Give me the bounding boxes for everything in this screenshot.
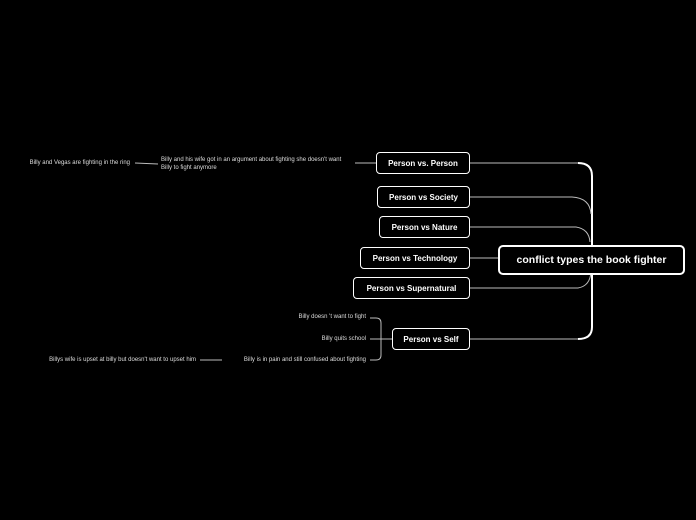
branch-label: Person vs Supernatural [366, 283, 457, 293]
connector-self-detail-1 [370, 318, 381, 323]
central-topic[interactable] [498, 245, 685, 275]
subtopic-self-pain-confused[interactable]: Billy is in pain and still confused about fighting [243, 357, 366, 363]
subtopic-pvp-vegas-fight[interactable]: Billy and Vegas are fighting in the ring [29, 160, 130, 166]
subtopic-pvp-argument[interactable]: Billy and his wife got in an argument about fighting she doesn't want Billy to fight anymore [161, 157, 342, 171]
subtopic-self-wife-upset[interactable]: Billys wife is upset at billy but doesn't want to upset him [49, 357, 196, 363]
central-topic-label: conflict types the book fighter [516, 254, 667, 266]
branch-person-vs-nature[interactable] [379, 216, 470, 238]
branch-person-vs-self[interactable] [392, 328, 470, 350]
branch-label: Person vs Nature [391, 222, 458, 232]
connector-person-vs-society [470, 197, 591, 214]
branch-person-vs-person[interactable] [376, 152, 470, 174]
branch-label: Person vs Society [389, 192, 458, 202]
subtopic-self-quits-school[interactable]: Billy quits school [321, 336, 366, 342]
connector-pvp-subdetail [135, 163, 158, 164]
connector-person-vs-nature [470, 227, 590, 242]
branch-person-vs-society[interactable] [377, 186, 470, 208]
branch-label: Person vs. Person [388, 158, 458, 168]
subtopic-self-doesnt-want-fight[interactable]: Billy doesn 't want to fight [298, 314, 366, 320]
branch-person-vs-supernatural[interactable] [353, 277, 470, 299]
branch-label: Person vs Self [403, 334, 459, 344]
branch-person-vs-technology[interactable] [360, 247, 470, 269]
connector-self-detail-3 [370, 355, 381, 360]
branch-label: Person vs Technology [372, 253, 458, 263]
